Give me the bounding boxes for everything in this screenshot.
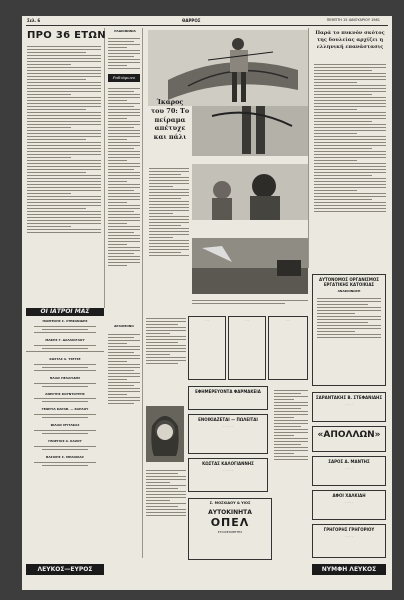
ad-box-2: · · ·: [228, 316, 266, 380]
feature-photo-glider: [148, 30, 308, 106]
opel-brand: ΟΠΕΛ: [210, 515, 250, 529]
ad-right3-title: ΑΦΟΙ ΧΑΛΚΙΔΗ: [332, 493, 366, 498]
ad-middle1-title: ΕΝΟΙΚΙΑΖΕΤΑΙ — ΠΩΛΕΙΤΑΙ: [198, 417, 258, 422]
pharmacy-title: ΕΦΗΜΕΡΕΥΟΝΤΑ ΦΑΡΜΑΚΕΙΑ: [195, 389, 261, 394]
organization-subtitle: ΑΝΑΚΟΙΝΩΣΗ: [337, 288, 361, 293]
lower-middle-text: [146, 468, 186, 560]
header-rule: [26, 25, 388, 26]
ad-middle2-title: ΚΩΣΤΑΣ ΚΑΛΟΓΙΑΝΝΗΣ: [202, 461, 254, 466]
ad-middle1: ΕΝΟΙΚΙΑΖΕΤΑΙ — ΠΩΛΕΙΤΑΙ · · · · · ·: [188, 414, 268, 454]
ad-right4-title: ΓΡΗΓΟΡΗΣ ΓΡΗΓΟΡΙΟΥ: [323, 527, 375, 532]
doctor-name: ΦΙΛΙΑΣ ΜΥΤΑΚΑΣ: [50, 423, 80, 428]
doctor-name: ΓΕΩΡΓΙΟΣ Α. ΚΑΖΟΥ: [48, 439, 82, 444]
ad-box-3: · · ·: [268, 316, 308, 380]
doctors-list: [26, 320, 104, 560]
radio-listings: [108, 86, 140, 321]
theater-ad: [312, 426, 386, 452]
column-rule: [104, 28, 105, 308]
ad-right1: ΣΑΡΑΝΤΑΚΗΣ Β. ΣΤΕΦΑΝΙΔΗΣ · · · · ·: [312, 392, 386, 422]
doctor-name: ΜΑΚΗΣ Γ. ΔΑΛΛΙΟΓΛΟΥ: [45, 337, 85, 342]
page-number: Σελ. 6: [27, 18, 41, 23]
portrait-photo: [146, 406, 184, 462]
column-rule: [308, 28, 309, 268]
radio-body-top: [108, 36, 140, 72]
middle-col-text: [146, 316, 186, 404]
middle-lower-text: [108, 332, 140, 452]
feature-photo-man: [192, 164, 308, 220]
organization-ad: [312, 274, 386, 386]
left-article-title: ΠΡΟ 36 ΕΤΩΝ: [27, 30, 106, 41]
ad-right4: ΓΡΗΓΟΡΗΣ ΓΡΗΓΟΡΙΟΥ · · · · ·: [312, 524, 386, 558]
right-article-body: [314, 62, 386, 262]
pharmacy-ad: [188, 386, 268, 410]
doctor-name: ΗΛΙΑΣ ΠΕΛΑΓΙΔΗΣ: [49, 375, 81, 380]
ad-right3: ΑΦΟΙ ΧΑΛΚΙΔΗ · · · · ·: [312, 490, 386, 520]
page-date: ΠΕΜΠΤΗ 15 ΙΑΝΟΥΑΡΙΟΥ 1981: [326, 18, 380, 22]
paper-name: ΘΑΡΡΟΣ: [182, 18, 201, 23]
feature-photo-sea: [192, 238, 308, 294]
doctor-name: ΑΝΕΣΤΗΣ ΚΟΥΝΤΟΥΡΗΣ: [45, 391, 85, 396]
column-rule: [142, 28, 143, 558]
opel-dealer: Σ. ΜΟΣΧΙΔΟΥ & ΥΙΟΣ: [209, 501, 251, 505]
lower-right-narrow-text: [274, 388, 308, 560]
doctor-name: ΚΩΣΤΑΣ Α. ΤΣΕΤΣΕ: [49, 356, 81, 361]
opel-sub: ΣΤΟΙΧΕΙΟΘΕΤΗΣ: [217, 529, 243, 534]
feature-headline: Ίκαρος του 70: Το πείραμα απέτυχε και πάλι: [150, 98, 190, 142]
doctor-name: ΠΑΝΤΕΛΗΣ Σ. ΣΤΕΦΑΝΙΔΗΣ: [42, 320, 88, 323]
bottom-left-bar: ΛΕΥΚΟΣ—ΕΥΡΟΣ: [26, 564, 104, 575]
opel-line: ΑΥΤΟΚΙΝΗΤΑ: [208, 508, 252, 516]
radio-badge: Ραδιόφωνο: [108, 74, 140, 82]
right-article-headline: Παρά το πυκνόν σκότος της δουλείας αρχίζει η ελληνική επανάστασις: [315, 30, 385, 50]
doctor-name: ΒΑΣΙΛΗΣ Σ. ΜΠΑΛΙΚΑΣ: [46, 455, 84, 460]
radio-section-heading: ΡΑΔΙΟΦΩΝΙΑ: [114, 29, 136, 33]
bottom-right-bar: ΝΥΜΦΗ ΛΕΥΚΟΣ: [312, 564, 386, 575]
doctors-title: ΟΙ ΙΑΤΡΟΙ ΜΑΣ: [40, 308, 90, 315]
feature-photo-legs: [192, 106, 308, 156]
ad-right2-title: ΣΑΡΟΣ Δ. ΜΑΝΤΗΣ: [328, 459, 370, 464]
ad-right2: ΣΑΡΟΣ Δ. ΜΑΝΤΗΣ · · · · ·: [312, 456, 386, 486]
ad-right1-title: ΣΑΡΑΝΤΑΚΗΣ Β. ΣΤΕΦΑΝΙΔΗΣ: [315, 395, 383, 400]
theater-title: «ΑΠΟΛΛΩΝ»: [317, 430, 381, 440]
ad-box-1: · · ·: [188, 316, 226, 380]
left-article-body: [27, 44, 101, 302]
organization-title: ΑΥΤΟΝΟΜΟΣ ΟΡΓΑΝΙΣΜΟΣ ΕΡΓΑΤΙΚΗΣ ΚΑΤΟΙΚΙΑΣ: [318, 277, 380, 287]
opel-ad: [188, 498, 272, 560]
middle-section2: ΔΡΑΧΜΟΝΟ: [114, 324, 134, 328]
ad-middle2: ΚΩΣΤΑΣ ΚΑΛΟΓΙΑΝΝΗΣ · · · · · ·: [188, 458, 268, 492]
doctor-name: ΓΕΩΡΓΙΑ ΚΑΡΑΒ. — ΚΑΡΑΟΥ: [41, 407, 89, 412]
feature-body: [149, 166, 189, 306]
newspaper-page: [22, 16, 392, 590]
feature-caption: [192, 298, 308, 306]
